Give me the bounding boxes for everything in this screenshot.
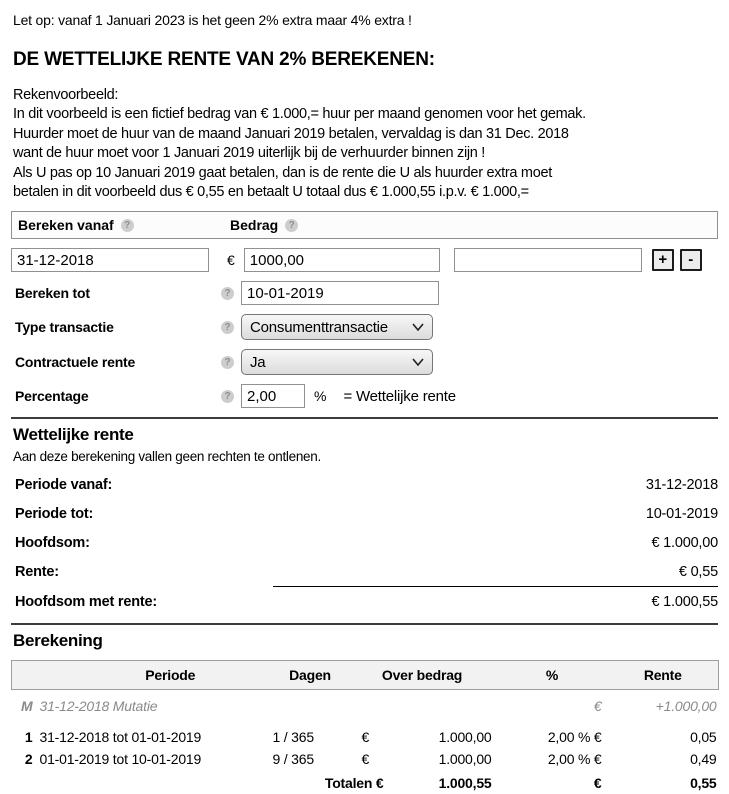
column-header-dagen: Dagen [273, 661, 348, 690]
table-row [12, 748, 719, 770]
result-label: Periode tot: [15, 506, 94, 523]
row-periode: 01-01-2019 tot 10-01-2019 [39, 751, 202, 768]
result-row-hoofdsom-met-rente [11, 594, 718, 610]
page [0, 12, 729, 794]
form-row-type-transactie [11, 314, 718, 340]
percent-sign: % [314, 388, 327, 405]
section-divider [11, 417, 718, 419]
form-header-cell [12, 217, 230, 233]
euro-sign: € [227, 252, 235, 269]
table-row [12, 720, 719, 748]
totals-rente: 0,55 [690, 775, 717, 792]
form-row-percentage [11, 384, 718, 408]
remove-row-button[interactable]: - [680, 249, 702, 271]
contractuele-rente-label: Contractuele rente [15, 354, 136, 371]
bereken-tot-label: Bereken tot [15, 285, 90, 302]
column-header-periode: Periode [12, 661, 273, 690]
form-row-contractuele-rente [11, 349, 718, 375]
column-header-over-bedrag: Over bedrag [348, 661, 497, 690]
calculation-section-title: Berekening [13, 631, 103, 651]
help-icon[interactable]: ? [285, 219, 298, 232]
bedrag-input[interactable] [244, 248, 440, 272]
result-row-periode-tot [11, 506, 718, 522]
result-row-hoofdsom [11, 535, 718, 551]
type-transactie-selected-value: Consumenttransactie [250, 318, 388, 336]
row-dagen: 1 / 365 [272, 729, 314, 746]
row-pct: 2,00 % € [547, 751, 602, 768]
help-icon[interactable]: ? [221, 321, 234, 334]
percentage-input[interactable] [241, 384, 305, 408]
bereken-vanaf-input[interactable] [11, 248, 209, 272]
result-value: 31-12-2018 [645, 477, 718, 494]
calculation-table [11, 660, 719, 794]
row-number: 1 [24, 729, 33, 746]
result-section-title: Wettelijke rente [13, 425, 134, 445]
result-label: Rente: [15, 564, 59, 581]
result-row-periode-vanaf [11, 477, 718, 493]
help-icon[interactable]: ? [221, 356, 234, 369]
type-transactie-label: Type transactie [15, 319, 114, 336]
row-marker: M [21, 698, 33, 715]
row-over-bedrag: 1.000,00 [438, 729, 492, 746]
result-value: € 1.000,00 [651, 535, 718, 552]
add-row-button[interactable]: + [652, 249, 674, 271]
help-icon[interactable]: ? [121, 219, 134, 232]
empty-cell [12, 770, 40, 794]
empty-cell [40, 770, 273, 794]
example-line: want de huur moet voor 1 Januari 2019 uiterlijk bij de verhuurder binnen zijn ! [13, 145, 486, 162]
totals-label: Totalen € [324, 775, 384, 792]
type-transactie-select[interactable] [241, 314, 433, 340]
form-row-bereken-tot [11, 281, 718, 305]
row-dagen: 9 / 365 [272, 751, 314, 768]
percentage-note: = Wettelijke rente [343, 387, 456, 405]
mutation-row [12, 690, 719, 721]
example-line: In dit voorbeeld is een fictief bedrag van € 1.000,= huur per maand genomen voor het gemak. [13, 106, 586, 123]
page-title: DE WETTELIJKE RENTE VAN 2% BEREKENEN: [13, 49, 435, 70]
result-label: Periode vanaf: [15, 477, 113, 494]
currency-sign: € [361, 729, 370, 746]
notice-text: Let op: vanaf 1 Januari 2023 is het geen 2% extra maar 4% extra ! [13, 12, 412, 28]
result-label: Hoofdsom met rente: [15, 594, 158, 611]
chevron-down-icon [412, 323, 424, 331]
mutation-periode: 31-12-2018 Mutatie [39, 698, 158, 715]
sum-underline [273, 586, 718, 587]
form-row-bereken-vanaf [11, 248, 718, 272]
row-periode: 31-12-2018 tot 01-01-2019 [39, 729, 202, 746]
calculation-header-row [12, 661, 719, 690]
contractuele-rente-selected-value: Ja [250, 353, 266, 371]
currency-sign: € [593, 775, 602, 792]
mutation-amount: +1.000,00 [655, 698, 717, 715]
column-header-rente: Rente [608, 661, 719, 690]
section-divider [11, 623, 718, 625]
extra-bedrag-input[interactable] [454, 248, 642, 272]
currency-sign: € [361, 751, 370, 768]
result-label: Hoofdsom: [15, 535, 90, 552]
example-line: Huurder moet de huur van de maand Januari 2019 betalen, vervaldag is dan 31 Dec. 2018 [13, 125, 569, 142]
percentage-label: Percentage [15, 388, 89, 405]
row-rente: 0,49 [690, 751, 717, 768]
row-pct: 2,00 % € [547, 729, 602, 746]
result-value: € 1.000,55 [651, 594, 718, 611]
row-number: 2 [24, 751, 33, 768]
bereken-tot-input[interactable] [241, 281, 439, 305]
bereken-vanaf-header-label: Bereken vanaf [18, 217, 114, 234]
contractuele-rente-select[interactable] [241, 349, 433, 375]
example-label: Rekenvoorbeeld: [13, 87, 119, 103]
column-header-pct: % [497, 661, 608, 690]
chevron-down-icon [412, 358, 424, 366]
result-value: € 0,55 [678, 564, 718, 581]
example-line: Als U pas op 10 Januari 2019 gaat betalen, dan is de rente die U als huurder extra moet [13, 164, 552, 181]
form-header-band [11, 211, 718, 239]
result-disclaimer: Aan deze berekening vallen geen rechten te ontlenen. [13, 449, 321, 465]
row-over-bedrag: 1.000,00 [438, 751, 492, 768]
example-line: betalen in dit voorbeeld dus € 0,55 en betaalt U totaal dus € 1.000,55 i.p.v. € 1.000,= [13, 184, 529, 201]
empty-cell [390, 690, 497, 721]
result-value: 10-01-2019 [645, 506, 718, 523]
example-paragraph [13, 86, 718, 202]
bedrag-header-label: Bedrag [230, 217, 279, 234]
help-icon[interactable]: ? [221, 390, 234, 403]
totals-over-bedrag: 1.000,55 [438, 775, 492, 792]
totals-row [12, 770, 719, 794]
row-rente: 0,05 [690, 729, 717, 746]
currency-sign: € [593, 698, 602, 715]
form-header-cell [230, 217, 298, 233]
help-icon[interactable]: ? [221, 287, 234, 300]
result-row-rente [11, 564, 718, 580]
